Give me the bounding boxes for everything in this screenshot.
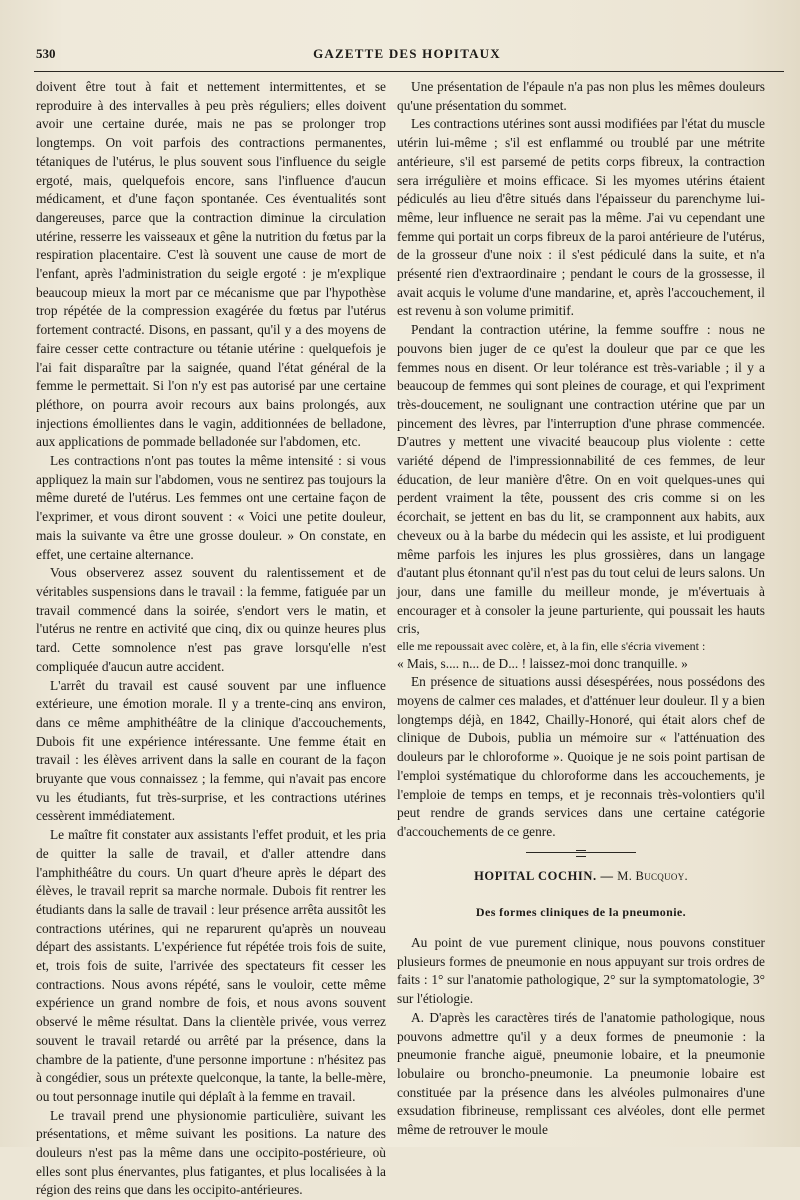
paragraph: Le maître fit constater aux assistants l'effet produit, et les pria de quitter la salle de travail, et d'aller attendre dans l'amphithéâtre du cours. Un quart d'heure après le départ des élèves, le travail reprit sa marche normale. Dubois fit rentrer les étudiants dans la salle de travail : leur présence arrêta aussitôt les contractions utérines, qui ne reparurent qu'après un nouveau départ des assistants. L'expérience fut répétée trois fois de suite, et, trois fois de suite, l'arrivée des spectateurs fit cesser les contractions. Nous avons répété, sans le vouloir, cette même expérience un grand nombre de fois, et nous avons souvent observé le même résultat. Dans la clientèle privée, vous verrez souvent le travail retardé ou arrêté par la présence, dans la chambre de la patiente, d'une personne importune : n'hésitez pas à congédier, sous un prétexte quelconque, la tante, la belle-mère, ou tout personnage inutile qui déplaît à la femme en travail.: [36, 827, 386, 1104]
paragraph: L'arrêt du travail est causé souvent par une influence extérieure, une émotion morale. Il y a trente-cinq ans environ, dans ce même amphithéâtre de la clinique d'accouchements, Dubois fit une expérience intéressante. Une femme était en travail : les élèves arrivent dans la salle en courant de la façon bruyante que vous connaissez ; la femme, qui n'avait pas encore vu les étudiants, fut très-surprise, et les contractions utérines cessèrent immédiatement.: [36, 677, 386, 824]
paragraph: Au point de vue purement clinique, nous pouvons constituer plusieurs formes de pneumonie en nous appuyant sur trois ordres de faits : 1° sur l'anatomie pathologique, 2° sur la symptomatologie, 3° sur l'étiologie.: [397, 935, 765, 1007]
header-rule: [34, 71, 784, 72]
right-column: [397, 78, 765, 1140]
section-divider: [526, 852, 636, 853]
paragraph: Les contractions utérines sont aussi modifiées par l'état du muscle utérin lui-même ; s'il est enflammé ou troublé par une métrite antérieure, s'il est parsemé de petits corps fibreux, la contraction sera irrégulière et moins efficace. Si les myomes utérins étaient pédiculés au lieu d'être situés dans l'épaisseur du parenchyme lui-même, leur influence ne serait pas la même. J'ai vu cependant une femme qui portait un corps fibreux de la paroi antérieure de l'utérus, de la grosseur d'une noix : il s'est pédiculé dans la suite, et n'a présenté rien d'extraordinaire ; pendant le cours de la grossesse, il avait acquis le volume d'une mandarine, et, après l'accouchement, il est revenu à son volume primitif.: [397, 116, 765, 319]
page-header: [36, 44, 778, 64]
quoted-line-continued: « Mais, s.... n... de D... ! laissez-moi donc tranquille. »: [397, 655, 688, 671]
journal-title: GAZETTE DES HOPITAUX: [313, 46, 501, 61]
page-number: 530: [36, 46, 56, 61]
left-column: [36, 78, 386, 1200]
paragraph: Pendant la contraction utérine, la femme souffre : nous ne pouvons bien juger de ce qu'est la douleur que par ce que les femmes nous en disent. Or leur tolérance est très-variable ; il y a beaucoup de femmes qui sont pleines de courage, et qui l'expriment très-doucement, ne soulignant une contraction utérine que par un pincement des lèvres, par l'interruption d'une phrase commencée. D'autres y mettent une vivacité beaucoup plus violente : cette variété dépend de l'impressionnabilité de ces femmes, de leur éducation, de leur manière d'être. On en voit quelques-unes qui perdent vraiment la tête, poussent des cris comme si on les écorchait, se jettent en bas du lit, se cramponnent aux habits, aux cheveux ou à la barbe du médecin qui les assiste, et lui prodiguent même parfois les injures les plus grossières, dans un langage d'autant plus étonnant qu'il n'est pas du tout celui de leurs salons. Un jour, dans une famille du meilleur monde, je m'évertuais à encourager et à consoler la jeune parturiente, qui poussait les hauts cris,: [397, 322, 765, 637]
paragraph: Le travail prend une physionomie particulière, suivant les présentations, et même suivant les positions. La nature des douleurs n'est pas la même dans une occipito-postérieure, où elles sont plus énervantes, plus fatigantes, et plus localisées à la région des reins que dans les occipito-antérieures.: [36, 1107, 386, 1198]
doctor-name: M. Bucquoy.: [617, 868, 688, 883]
paragraph: Vous observerez assez souvent du ralentissement et de véritables suspensions dans le travail : la femme, fatiguée par un travail commencé dans la soirée, s'endort vers le matin, et l'utérus ne rentre en activité que cinq, dix ou quinze heures plus tard. Cette somnolence n'est pas grave lorsqu'elle n'est compliquée d'aucun autre accident.: [36, 565, 386, 674]
quoted-line: elle me repoussait avec colère, et, à la fin, elle s'écria vivement :: [397, 639, 706, 654]
paragraph: Une présentation de l'épaule n'a pas non plus les mêmes douleurs qu'une présentation du sommet.: [397, 79, 765, 113]
paragraph: doivent être tout à fait et nettement intermittentes, et se reproduire à des intervalles à peu près réguliers; elles doivent avoir une certaine durée, mais ne pas se prolonger trop longtemps. On voit parfois des contractions permanentes, tétaniques de l'utérus, le plus souvent sous l'influence du seigle ergoté, mais, quelquefois encore, sans l'influence d'aucun médicament, et d'une façon spontanée. Ces éventualités sont dangereuses, parce que la contraction diminue la circulation utérine, resserre les vaisseaux et gêne la nutrition du fœtus par la respiration placentaire. C'est là souvent une cause de mort de l'enfant, après l'administration du seigle ergoté : je m'explique beaucoup mieux la mort par ce mécanisme que par l'hypothèse trop répétée de la compression exagérée du fœtus par l'utérus fortement contracté. Disons, en passant, qu'il y a des moyens de faire cesser cette contracture ou tétanie utérine : quelquefois je l'ai fait disparaître par la saignée, quand l'état général de la femme le permettait. Si l'on n'y est pas autorisé par une certaine pléthore, on pourra avoir recours aux bains prolongés, aux injections émollientes dans le vagin, additionnées de belladone, aux applications de pommade belladonée sur l'abdomen, etc.: [36, 79, 386, 450]
hospital-name: HOPITAL COCHIN. —: [474, 868, 614, 883]
paragraph: A. D'après les caractères tirés de l'anatomie pathologique, nous pouvons admettre qu'il y a deux formes de pneumonie : la pneumonie franche aiguë, pneumonie lobaire, et la pneumonie lobulaire ou broncho-pneumonie. La pneumonie lobaire est constituée par la présence dans les alvéoles pulmonaires d'une exsudation fibrineuse, remplissant ces alvéoles, dont elle permet même de retrouver le moule: [397, 1009, 765, 1138]
paragraph: Les contractions n'ont pas toutes la même intensité : si vous appliquez la main sur l'abdomen, vous ne sentirez pas toujours la même dureté de l'utérus. Les femmes ont une certaine façon de l'exprimer, et vous diront souvent : « Voici une petite douleur, mais la suivante va être une grosse douleur. » On constate, en effet, une certaine alternance.: [36, 453, 386, 562]
article-title: Des formes cliniques de la pneumonie.: [475, 905, 687, 920]
hospital-heading: [397, 867, 765, 886]
paragraph: En présence de situations aussi désespérées, nous possédons des moyens de calmer ces malades, et d'atténuer leur douleur. Il y a bien longtemps déjà, en 1842, Chailly-Honoré, qui était alors chef de clinique de Dubois, publia un mémoire sur « l'atténuation des douleurs par le chloroforme ». Quoique je ne sois point partisan de l'emploi systématique du chloroforme dans les accouchements, je l'emploie de temps en temps, et je reconnais très-volontiers qu'il peut rendre de grands services dans une certaine catégorie d'accouchements de ce genre.: [397, 674, 765, 839]
